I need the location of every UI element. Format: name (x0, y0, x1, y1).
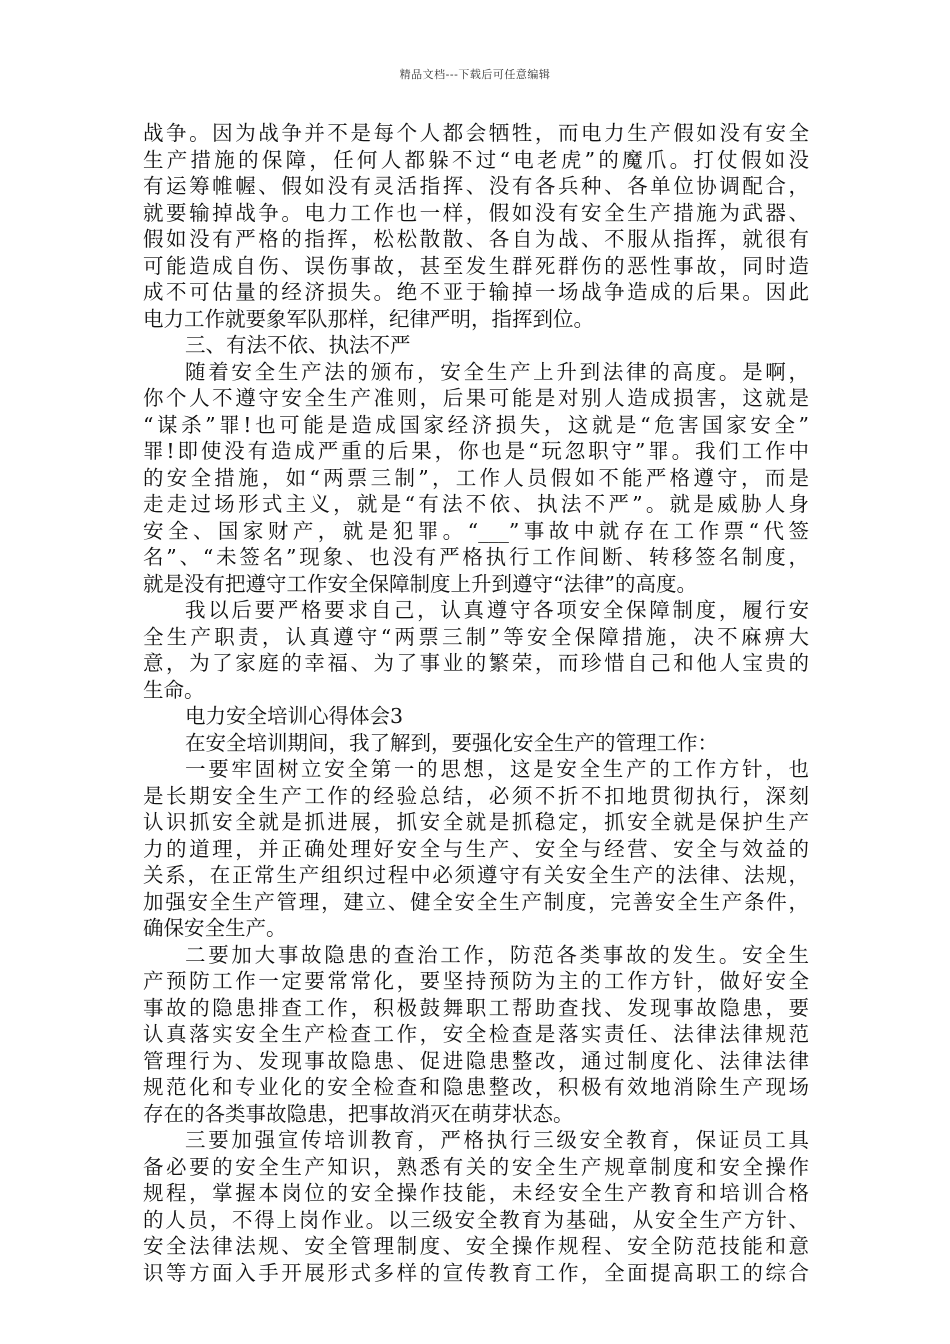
text-line: 规范化和专业化的安全检查和隐患整改，积极有效地消除生产现场 (143, 1075, 809, 1099)
text-line: 假如没有严格的指挥，松松散散、各自为战、不服从指挥，就很有 (143, 227, 809, 251)
text-line: 安全、国家财产，就是犯罪。“___”事故中就存在工作票“代签 (143, 518, 809, 543)
text-line: 走走过场形式主义，就是“有法不依、执法不严”。就是威胁人身 (143, 492, 809, 516)
text-line: 是长期安全生产工作的经验总结，必须不折不扣地贯彻执行，深刻 (143, 783, 809, 808)
text-line: 力的道理，并正确处理好安全与生产、安全与经营、安全与效益的 (143, 836, 809, 861)
text-line: 生产措施的保障，任何人都躲不过“电老虎”的魔爪。打仗假如没 (143, 147, 809, 172)
text-line: 规程，掌握本岗位的安全操作技能，未经安全生产教育和培训合格 (143, 1181, 809, 1205)
text-line: 就要输掉战争。电力工作也一样，假如没有安全生产措施为武器、 (143, 200, 809, 225)
text-line: 确保安全生产。 (143, 916, 287, 940)
text-line: 全生产职责，认真遵守“两票三制”等安全保障措施，决不麻痹大 (143, 624, 809, 649)
text-line: 我以后要严格要求自己，认真遵守各项安全保障制度，履行安 (185, 598, 809, 622)
text-line: 三要加强宣传培训教育，严格执行三级安全教育，保证员工具 (185, 1128, 809, 1152)
text-line: 的人员，不得上岗作业。以三级安全教育为基础，从安全生产方针、 (143, 1207, 809, 1232)
text-line: 事故的隐患排查工作，积极鼓舞职工帮助查找、发现事故隐患，要 (143, 995, 809, 1020)
text-line: 意，为了家庭的幸福、为了事业的繁荣，而珍惜自己和他人宝贵的 (143, 651, 809, 675)
document-body (143, 120, 809, 1286)
text-line: 就是没有把遵守工作安全保障制度上升到遵守“法律”的高度。 (143, 571, 697, 596)
text-line: 战争。因为战争并不是每个人都会牺牲，而电力生产假如没有安全 (143, 121, 809, 145)
text-line: 识等方面入手开展形式多样的宣传教育工作，全面提高职工的综合 (143, 1260, 809, 1285)
text-line: 认真落实安全生产检查工作，安全检查是落实责任、法律法律规范 (143, 1022, 809, 1046)
text-line: 有运筹帷幄、假如没有灵活指挥、没有各兵种、各单位协调配合， (143, 174, 809, 198)
text-line: 关系，在正常生产组织过程中必须遵守有关安全生产的法律、法规， (143, 863, 809, 887)
text-line: 加强安全生产管理，建立、健全安全生产制度，完善安全生产条件， (143, 889, 809, 914)
text-line: “谋杀”罪!也可能是造成国家经济损失，这就是“危害国家安全” (143, 412, 809, 437)
text-line: 认识抓安全就是抓进展，抓安全就是抓稳定，抓安全就是保护生产 (143, 810, 809, 834)
text-line: 一要牢固树立安全第一的思想，这是安全生产的工作方针，也 (185, 757, 809, 781)
text-line: 随着安全生产法的颁布，安全生产上升到法律的高度。是啊， (185, 359, 809, 384)
text-line: 三、有法不依、执法不严 (185, 333, 411, 357)
text-line: 二要加大事故隐患的查治工作，防范各类事故的发生。安全生 (185, 942, 809, 967)
text-line: 管理行为、发现事故隐患、促进隐患整改，通过制度化、法律法律 (143, 1048, 809, 1073)
text-line: 电力工作就要象军队那样，纪律严明，指挥到位。 (143, 306, 594, 331)
text-line: 存在的各类事故隐患，把事故消灭在萌芽状态。 (143, 1101, 574, 1126)
text-line: 的安全措施，如“两票三制”，工作人员假如不能严格遵守，而是 (143, 465, 809, 490)
text-line: 可能造成自伤、误伤事故，甚至发生群死群伤的恶性事故，同时造 (143, 253, 809, 278)
text-line: 成不可估量的经济损失。绝不亚于输掉一场战争造成的后果。因此 (143, 280, 809, 304)
text-line: 生命。 (143, 677, 205, 702)
text-line: 备必要的安全生产知识，熟悉有关的安全生产规章制度和安全操作 (143, 1154, 809, 1179)
text-line: 罪!即使没有造成严重的后果，你也是“玩忽职守”罪。我们工作中 (143, 439, 809, 463)
text-line: 安全法律法规、安全管理制度、安全操作规程、安全防范技能和意 (143, 1234, 809, 1258)
text-line: 你个人不遵守安全生产准则，后果可能是对别人造成损害，这就是 (143, 386, 809, 410)
text-line: 电力安全培训心得体会3 (185, 704, 404, 728)
page-header: 精品文档---下载后可任意编辑 (399, 68, 551, 81)
text-line: 名”、“未签名”现象、也没有严格执行工作间断、转移签名制度， (143, 545, 809, 569)
text-line: 在安全培训期间，我了解到，要强化安全生产的管理工作： (185, 730, 718, 755)
text-line: 产预防工作一定要常常化，要坚持预防为主的工作方针，做好安全 (143, 969, 809, 993)
